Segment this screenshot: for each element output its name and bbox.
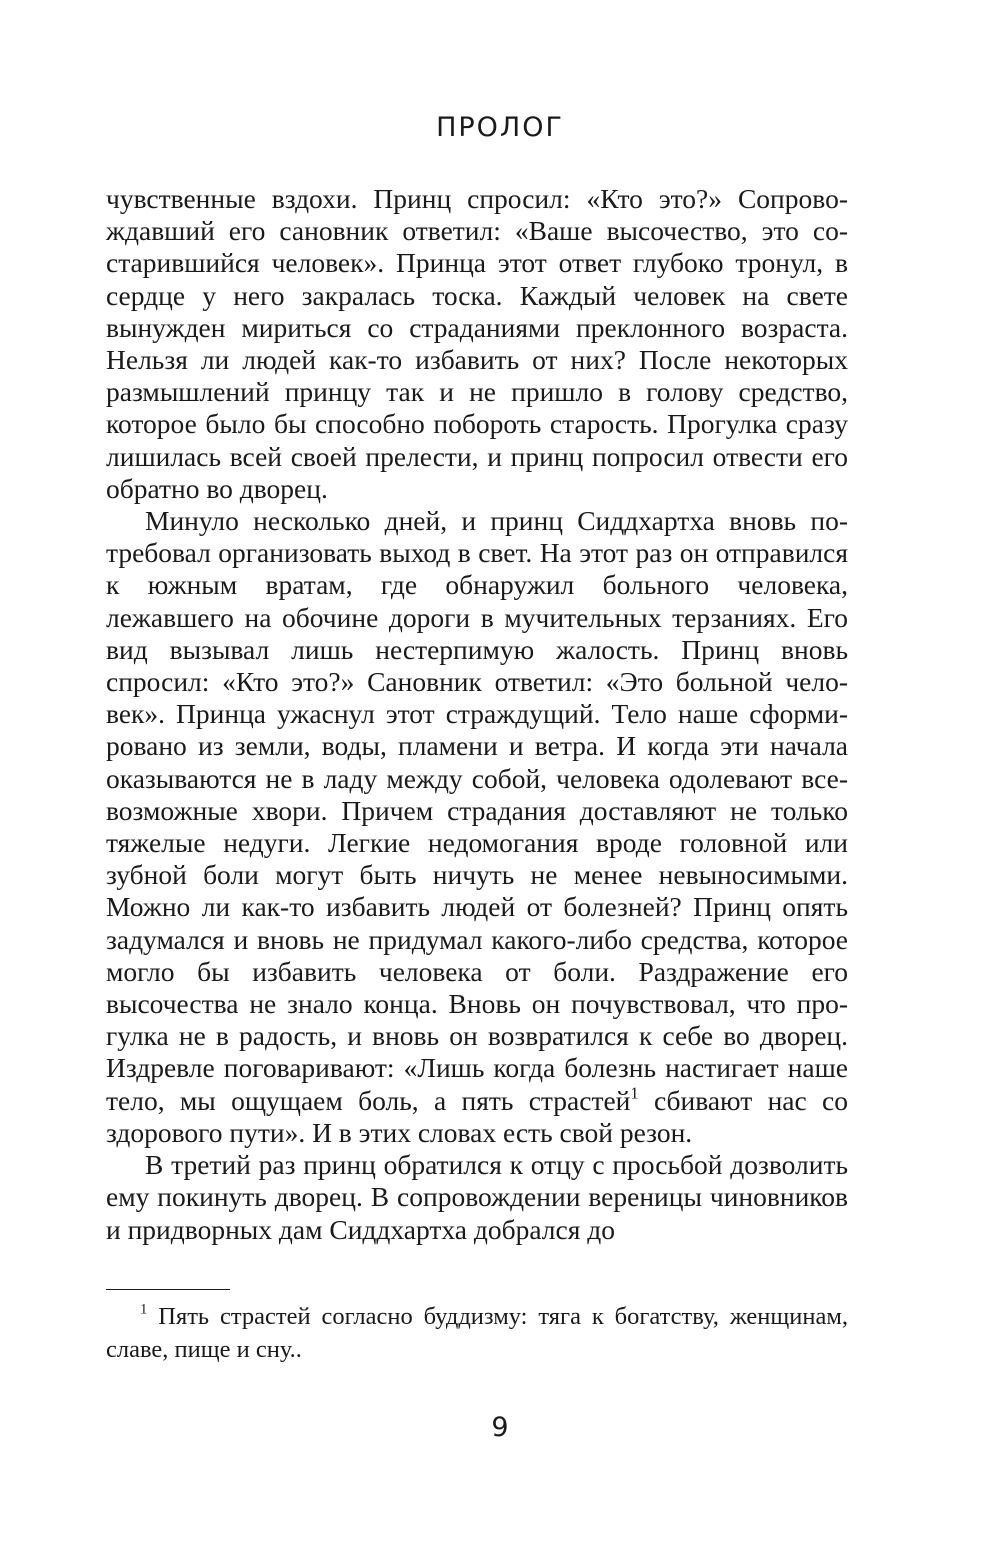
running-head: ПРОЛОГ xyxy=(436,112,564,143)
paragraph xyxy=(106,1149,848,1246)
footnote xyxy=(106,1300,848,1366)
paragraph-text: Минуло несколько дней, и принц Сиддхартха вновь потребовал организовать выход в свет. На этот раз он отправился к южным вратам, где обнаружил больного человека, лежавшего на обочине дороги в мучительных терзаниях. Его вид вызывал лишь нестерпимую жалость. Принц вновь спросил: «Кто это?» Сановник ответил: «Это больной человек». Принца ужаснул этот страждущий. Тело наше сформировано из земли, воды, пламени и ветра. И когда эти начала оказываются не в ладу между собой, человека одолевают всевозможные хвори. Причем страдания доставляют не только тяжелые недуги. Легкие недомогания вроде головной или зубной боли могут быть ничуть не менее невыносимыми. Можно ли как-то избавить людей от болезней? Принц опять задумался и вновь не придумал какого-либо средства, которое могло бы избавить человека от боли. Раздражение его высочества не знало конца. Вновь он почувствовал, что прогулка не в радость, и вновь он возвратился к себе во дворец. Издревле поговаривают: «Лишь когда болезнь настигает наше тело, мы ощущаем боль, а пять страстей xyxy=(106,505,848,1116)
page-number: 9 xyxy=(491,1412,509,1443)
paragraph-text: чувственные вздохи. Принц спросил: «Кто это?» Сопровождавший его сановник ответил: «Ваше высочество, это состарившийся человек». Принца этот ответ глубоко тронул, в сердце у него закралась тоска. Каждый человек на свете вынужден мириться со страданиями преклонного возраста. Нельзя ли людей как-то избавить от них? После некоторых размышлений принцу так и не пришло в голову средство, которое было бы способно побороть старость. Прогулка сразу лишилась всей своей прелести, и принц попросил отвести его обратно во дворец. xyxy=(106,183,848,504)
paragraph-text: В третий раз принц обратился к отцу с просьбой дозволить ему покинуть дворец. В сопровождении вереницы чиновников и придворных дам Сиддхартха добрался до xyxy=(106,1149,848,1245)
footnote-paragraph xyxy=(106,1300,848,1366)
footnote-reference[interactable]: 1 xyxy=(630,1083,639,1103)
body-text xyxy=(106,183,848,1246)
footnote-text: Пять страстей согласно буддизму: тяга к богатству, женщинам, славе, пище и сну.. xyxy=(106,1303,848,1363)
footnote-marker: 1 xyxy=(140,1301,148,1318)
footnote-divider xyxy=(106,1289,230,1290)
paragraph-text: сбивают нас со здорового пути». И в этих словах есть свой резон. xyxy=(106,1084,848,1148)
paragraph xyxy=(106,505,848,1149)
paragraph xyxy=(106,183,848,505)
